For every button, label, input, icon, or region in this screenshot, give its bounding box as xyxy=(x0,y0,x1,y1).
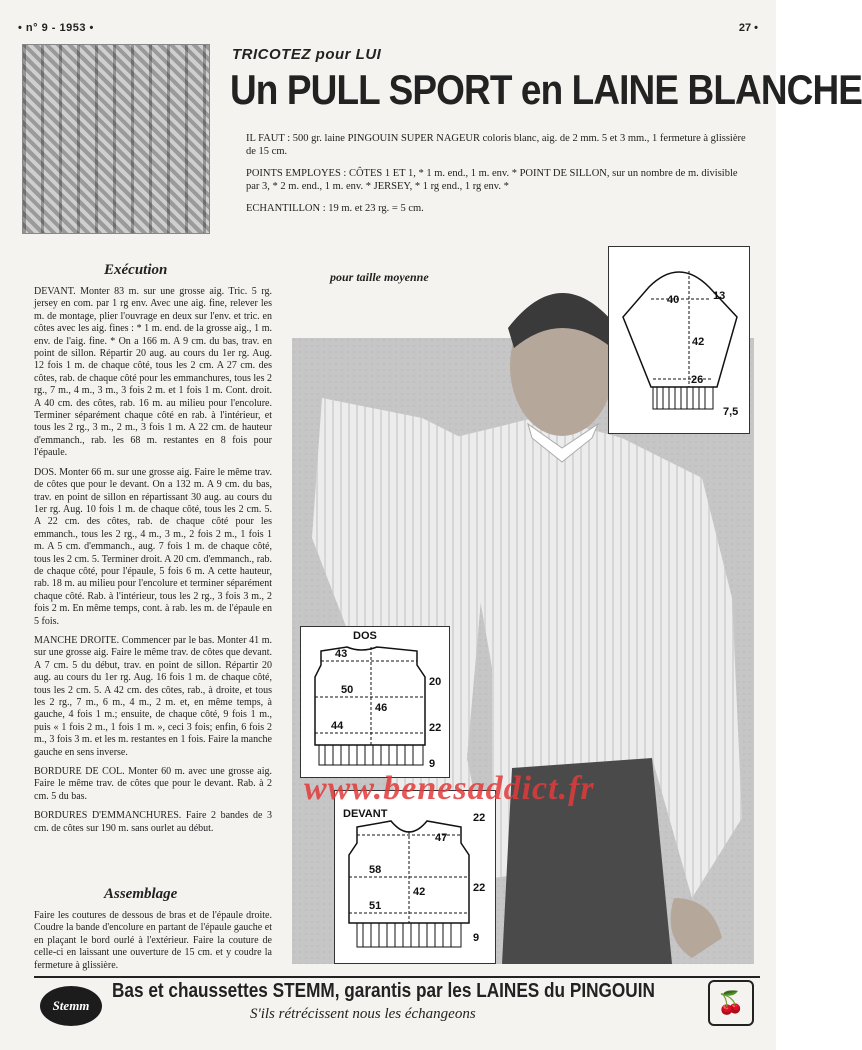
knit-stitch-sample-photo xyxy=(22,44,210,234)
sleeve-cuff-width: 26 xyxy=(691,374,704,386)
sleeve-length: 42 xyxy=(692,336,705,348)
front-lower-height: 22 xyxy=(473,882,486,894)
gauge: ECHANTILLON : 19 m. et 23 rg. = 5 cm. xyxy=(246,203,424,214)
back-instructions: DOS. Monter 66 m. sur une grosse aig. Faire le même trav. de côtes que pour le devant. On a 132 m. A 9 cm. du bas, trav. en point de sillon en répartissant 30 aug. au cours du 1er rg. Aug. 10 fois 1 m. de chaque côté, tous les 2 cm. 5. A 22 cm. des côtes, rab. de chaque côté pour les emmanch., tous les 2 rg., 4 m., 3 m., 2 fois 2 m., 1 fois 1 m. A 5 cm. d'emmanch., aug. 7 fois 1 m. de chaque côté, tous les 2 cm. 5. Terminer droit. A 20 cm. d'emmanch., rab. de chaque côté, pour l'épaule, 5 fois 6 m. A cette hauteur, rab. 18 m. au milieu pour l'encolure et terminer séparément chaque côté. Rab. à l'intérieur, tous les 2 rg., 3 fois 3 m., 2 fois 2 m. En même temps, cont. à rab. les m. de l'épaule en 5 fois. xyxy=(34,466,272,627)
size-note: pour taille moyenne xyxy=(330,270,429,284)
front-instructions: DEVANT. Monter 83 m. sur une grosse aig. Tric. 5 rg. jersey en com. par 1 rg env. Avec une aig. fine, relever les m. de montage, plier l'ouvrage en deux sur l'env. et tric. en côtes avec les aig. fines : * 1 m. end. de la grosse aig., 1 m. env. de l'aig. fine. * On a 166 m. A 9 cm. du bas, trav. en point de sillon. Répartir 20 aug. au cours du 1er rg. Aug. 12 fois 1 m. de chaque côté, tous les 2 cm. A 27 cm. des côtes, rab. de chaque côté pour les emmanchures, tous les 2 rg., 7 m., 4 m., 3 m., 3 fois 2 m. et 1 fois 1 m. Cont. droit. A 40 cm. des côtes, rab. 16 m. au milieu pour l'encolure. Terminer séparément chaque côté en rab. à l'intérieur, et tous les 2 rg., 3 m., 2 m., 3 fois 1 m. A 22 cm. de hauteur d'emmanch., rab. les 68 m. restantes en 8 fois pour l'épaule. xyxy=(34,286,272,459)
page-title: Un PULL SPORT en LAINE BLANCHE xyxy=(230,66,862,113)
front-hem-width: 51 xyxy=(369,900,382,912)
stemm-logo: Stemm xyxy=(40,986,102,1026)
execution-heading: Exécution xyxy=(104,262,168,278)
footer-tagline: S'ils rétrécissent nous les échangeons xyxy=(250,1006,476,1022)
issue-number: • n° 9 - 1953 • xyxy=(18,22,94,34)
back-schematic xyxy=(300,626,450,778)
assembly-text: Faire les coutures de dessous de bras et de l'épaule droite. Coudre la bande d'encolure en partant de l'épaule gauche et en plaçant le bord ourlé à l'extérieur. Faire la couture de celle-ci en laissant une ouverture de 15 cm. et y coudre la fermeture à glissière. xyxy=(34,910,272,971)
sleeve-cap-height: 13 xyxy=(713,290,726,302)
front-body-height: 42 xyxy=(413,886,426,898)
sleeve-rib-height: 7,5 xyxy=(723,406,739,418)
materials-needed: IL FAUT : 500 gr. laine PINGOUIN SUPER NAGEUR coloris blanc, aig. de 2 mm. 5 et 3 mm., 1 fermeture à glissière de 15 cm. xyxy=(246,133,746,157)
sleeve-top-width: 40 xyxy=(667,294,680,306)
front-schematic xyxy=(334,790,496,964)
sleeve-instructions: MANCHE DROITE. Commencer par le bas. Monter 41 m. sur une grosse aig. Faire le même trav. de côtes que devant. A 7 cm. 5 du début, trav. en point de sillon. Répartir 20 aug. au cours du 1er rg. Aug. 16 fois 1 m. de chaque côté, tous les 2 cm. 5. A 42 cm. des côtes, rab., à droite, et tous les 2 rg., 7 m., 6 m., 4 m., 2 m. et, en même temps, à gauche, 4 fois 1 m.; ensuite, de chaque côté, 9 fois 1 m., puis « 1 fois 2 m., 1 fois 1 m. », ceci 3 fois; enfin, 6 fois 2 m., 3 fois 3 m. et les m. restantes en 1 fois. Faire la manche gauche en sens inverse. xyxy=(34,634,272,758)
back-chest-width: 50 xyxy=(341,684,354,696)
stitches-used: POINTS EMPLOYES : CÔTES 1 ET 1, * 1 m. end., 1 m. env. * POINT DE SILLON, sur un nombre de m. divisible par 3, * 2 m. end., 1 m. env. * JERSEY, * 1 rg end., 1 rg env. * xyxy=(246,168,738,192)
website-watermark: www.benesaddict.fr xyxy=(304,770,595,807)
front-label: DEVANT xyxy=(343,808,388,820)
kicker: TRICOTEZ pour LUI xyxy=(232,46,382,63)
armhole-instructions: BORDURES D'EMMANCHURES. Faire 2 bandes de 3 cm. de côtes sur 190 m. sans ourlet au début. xyxy=(34,810,272,834)
footer-slogan: Bas et chaussettes STEMM, garantis par les LAINES du PINGOUIN xyxy=(112,980,655,1002)
back-body-height: 46 xyxy=(375,702,388,714)
instructions-column xyxy=(34,286,272,842)
back-rib-height: 9 xyxy=(429,758,436,770)
back-hem-width: 44 xyxy=(331,720,344,732)
back-lower-height: 22 xyxy=(429,722,442,734)
back-shoulder-width: 43 xyxy=(335,648,348,660)
pingouin-cherry-icon: 🍒 xyxy=(708,980,754,1026)
front-rib-height: 9 xyxy=(473,932,480,944)
collar-instructions: BORDURE DE COL. Monter 60 m. avec une grosse aig. Faire le même trav. de côtes que pour le devant. Rab. à 2 cm. 5 du bas. xyxy=(34,766,272,802)
page-number: 27 • xyxy=(738,22,758,34)
back-armhole-height: 20 xyxy=(429,676,442,688)
materials-block xyxy=(246,132,746,224)
front-chest-width: 58 xyxy=(369,864,382,876)
front-shoulder-width: 47 xyxy=(435,832,448,844)
sleeve-schematic xyxy=(608,246,750,434)
back-label: DOS xyxy=(353,630,377,642)
front-armhole-height: 22 xyxy=(473,812,486,824)
assembly-heading: Assemblage xyxy=(104,886,178,902)
